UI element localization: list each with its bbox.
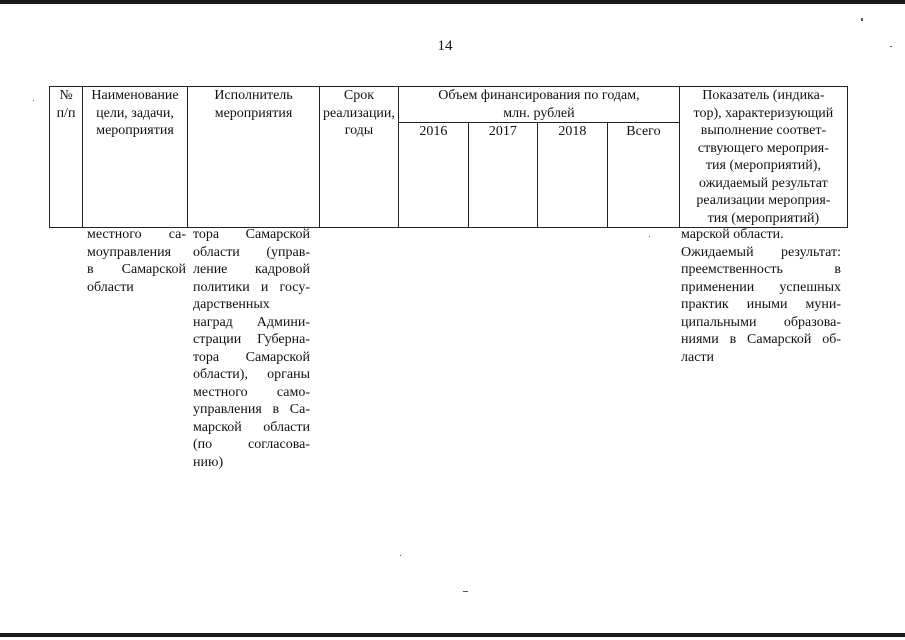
row-name-continuation [87, 226, 186, 296]
header-funding-line-1: Объем финансирования по годам, [438, 88, 640, 103]
header-cell-funding [398, 87, 679, 123]
indicator-line-4: применении успешных [681, 279, 841, 295]
name-line-4: области [87, 279, 134, 295]
header-term-line-1: Срок [343, 88, 375, 103]
executor-line-2: области (управ- [193, 244, 310, 260]
name-line-3: в Самарской [87, 262, 186, 277]
executor-line-4: политики и госу- [193, 279, 310, 295]
header-cell-total: Всего [607, 123, 679, 228]
name-line-1: местного са- [87, 227, 186, 242]
header-indicator-line-3: выполнение соответ- [700, 123, 827, 138]
header-name-line-1: Наименование [91, 88, 179, 103]
header-indicator-line-5: тия (мероприятий), [705, 158, 821, 173]
header-cell-year-2017: 2017 [468, 123, 537, 228]
header-executor-line-2: мероприятия [214, 105, 293, 121]
header-cell-year-2016: 2016 [398, 123, 468, 228]
header-indicator-line-7: реализации мероприя- [696, 193, 831, 208]
executor-line-14: нию) [193, 454, 224, 470]
table-header [49, 86, 848, 228]
scan-speck [400, 555, 401, 556]
row-executor-continuation [193, 226, 310, 471]
header-name-line-3: мероприятия [96, 123, 174, 138]
header-funding-line-2: млн. рублей [503, 105, 575, 121]
executor-line-13: (по согласова- [193, 437, 310, 452]
header-number-line-2: п/п [56, 105, 76, 121]
page-number: 14 [437, 38, 453, 54]
scan-speck [890, 46, 892, 47]
executor-line-1: тора Самарской [193, 227, 310, 242]
header-cell-executor [188, 87, 320, 228]
header-executor-line-1: Исполнитель [214, 88, 293, 103]
name-line-2: моуправления [87, 244, 172, 260]
header-indicator-line-1: Показатель (индика- [702, 88, 825, 103]
executor-line-10: местного само- [193, 384, 310, 400]
scan-speck [33, 100, 34, 101]
executor-line-3: ление кадровой [193, 262, 310, 277]
bottom-scan-border [0, 633, 905, 637]
indicator-line-3: преемственность в [681, 262, 841, 277]
indicator-line-2: Ожидаемый результат: [681, 244, 841, 260]
header-indicator-line-2: тор), характеризующий [693, 105, 834, 121]
header-term-line-3: годы [344, 123, 374, 138]
header-name-line-2: цели, задачи, [96, 105, 174, 121]
scan-speck [463, 591, 468, 592]
executor-line-5: дарственных [193, 297, 270, 312]
header-cell-name [83, 87, 188, 228]
executor-line-8: тора Самарской [193, 349, 310, 365]
header-indicator-line-6: ожидаемый результат [699, 175, 828, 191]
header-cell-year-2018: 2018 [537, 123, 607, 228]
indicator-line-1: марской области. [681, 227, 784, 242]
header-number-line-1: № [59, 88, 73, 103]
executor-line-12: марской области [193, 419, 310, 435]
executor-line-7: страции Губерна- [193, 332, 310, 347]
scan-speck [861, 18, 863, 21]
indicator-line-8: ласти [681, 349, 715, 365]
top-scan-border [0, 0, 905, 4]
row-indicator-continuation [681, 226, 841, 366]
executor-line-6: наград Админи- [193, 314, 310, 330]
header-cell-term [320, 87, 399, 228]
executor-line-9: области), органы [193, 367, 310, 382]
executor-line-11: управления в Са- [193, 402, 310, 417]
scan-speck [649, 236, 650, 237]
indicator-line-5: практик иными муни- [681, 297, 841, 312]
indicator-line-6: ципальными образова- [681, 314, 841, 330]
header-indicator-line-8: тия (мероприятий) [707, 210, 820, 226]
header-term-line-2: реализации, [323, 105, 395, 121]
header-cell-indicator [679, 87, 847, 228]
header-indicator-line-4: ствующего мероприя- [697, 140, 829, 156]
indicator-line-7: ниями в Самарской об- [681, 332, 841, 347]
header-cell-number [50, 87, 83, 228]
